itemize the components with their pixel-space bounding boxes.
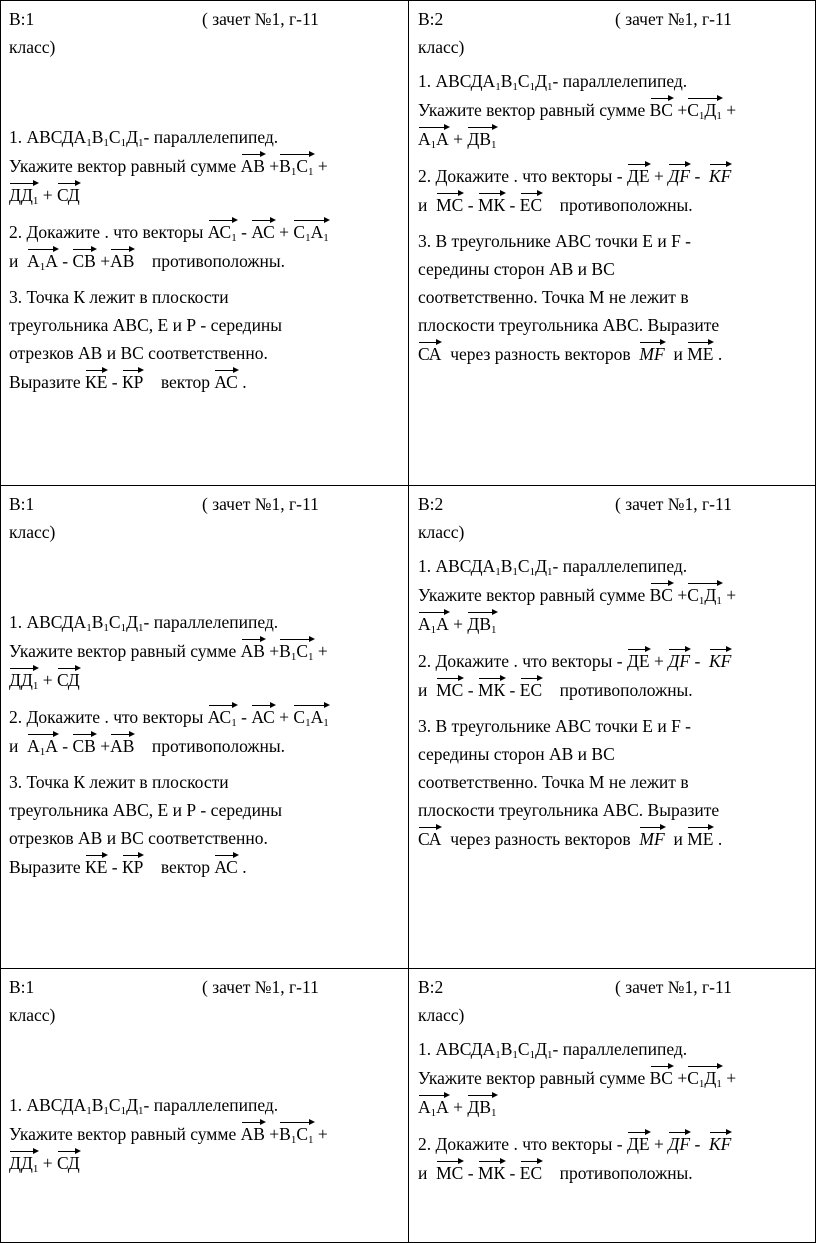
card-variant-1 <box>9 5 403 483</box>
vector-mf: МF <box>639 339 664 365</box>
question-2: 2. Докажите . что векторы - ДЕ + ДF - КF и МС - МК - ЕС противоположны. <box>418 1129 812 1187</box>
variant-label: В:1 <box>9 977 35 997</box>
vector-df: ДF <box>668 646 690 672</box>
card-variant-2 <box>418 490 812 966</box>
vector-ab: АВ <box>110 246 134 272</box>
question-3: 3. Точка К лежит в плоскости треугольника АВС, Е и Р - середины отрезков АВ и ВС соответственно. Выразите КЕ - КР вектор АС . <box>9 772 283 877</box>
card-variant-1 <box>9 490 403 966</box>
vector-mf: МF <box>639 824 664 850</box>
vector-mk: МК <box>478 190 505 216</box>
vector-sv: СВ <box>72 246 95 272</box>
question-1: 1. $АВСДА_1В_1С_1Д_1-$ параллелепипед. Укажите вектор равный сумме ВС $+С_1Д_1$ + $А_1А + ДВ_1$ <box>418 556 737 636</box>
grid-line <box>408 0 409 1243</box>
vector-ab: АВ <box>241 636 265 662</box>
vector-b1c1: $В_1С_1$ <box>279 636 313 662</box>
vector-b1c1: $В_1С_1$ <box>279 151 313 177</box>
vector-ab: АВ <box>241 151 265 177</box>
vector-ms: МС <box>436 675 463 701</box>
vector-c1d1: $С_1Д_1$ <box>687 1063 722 1089</box>
question-2: 2. Докажите . что векторы $АС_1$ - АС + $С_1А_1$ и $А_1А$ - СВ +АВ противоположны. <box>9 217 403 275</box>
test-label: ( зачет №1, г-11 <box>202 9 319 29</box>
variant-label: В:1 <box>9 9 35 29</box>
grade-label: класс) <box>9 37 56 57</box>
vector-dd1: $ДД_1$ <box>9 1148 38 1174</box>
test-label: ( зачет №1, г-11 <box>615 977 732 997</box>
test-label: ( зачет №1, г-11 <box>202 494 319 514</box>
vector-dv1: $ДВ_1$ <box>467 124 496 150</box>
vector-c1a1: $С_1А_1$ <box>293 217 328 243</box>
vector-vs: ВС <box>650 580 673 606</box>
vector-dv1: $ДВ_1$ <box>467 1092 496 1118</box>
card-header <box>418 5 812 61</box>
vector-ab: АВ <box>110 731 134 757</box>
grid-line <box>0 0 1 1243</box>
card-header <box>9 490 403 546</box>
vector-c1a1: $С_1А_1$ <box>293 702 328 728</box>
vector-kr: КР <box>122 852 143 878</box>
card-variant-1 <box>9 973 403 1241</box>
vector-de: ДЕ <box>627 1129 650 1155</box>
test-label: ( зачет №1, г-11 <box>615 9 732 29</box>
question-1: 1. $АВСДА_1В_1С_1Д_1-$ параллелепипед. Укажите вектор равный сумме АВ $+В_1С_1$ + $ДД_1$ + СД <box>9 127 328 207</box>
vector-es: ЕС <box>520 190 542 216</box>
vector-ac: АС <box>251 217 274 243</box>
vector-ms: МС <box>436 1158 463 1184</box>
vector-df: ДF <box>668 161 690 187</box>
question-3: 3. В треугольнике АВС точки Е и F - середины сторон АВ и ВС соответственно. Точка М не лежит в плоскости треугольника АВС. Выразите СА через разность векторов МF и МЕ . <box>418 716 723 849</box>
vector-ms: МС <box>436 190 463 216</box>
question-1: 1. $АВСДА_1В_1С_1Д_1-$ параллелепипед. Укажите вектор равный сумме ВС $+С_1Д_1$ + $А_1А + ДВ_1$ <box>418 1039 737 1119</box>
test-label: ( зачет №1, г-11 <box>202 977 319 997</box>
variant-label: В:2 <box>418 977 444 997</box>
vector-a1a: $А_1А$ <box>418 1092 449 1118</box>
vector-c1d1: $С_1Д_1$ <box>687 580 722 606</box>
vector-ac: АС <box>251 702 274 728</box>
vector-ac1: $АС_1$ <box>208 702 237 728</box>
vector-kf: КF <box>709 1129 731 1155</box>
variant-label: В:1 <box>9 494 35 514</box>
vector-dv1: $ДВ_1$ <box>467 609 496 635</box>
vector-vs: ВС <box>650 95 673 121</box>
question-3: 3. Точка К лежит в плоскости треугольника АВС, Е и Р - середины отрезков АВ и ВС соответственно. Выразите КЕ - КР вектор АС . <box>9 287 283 392</box>
card-variant-2 <box>418 5 812 483</box>
vector-mk: МК <box>478 675 505 701</box>
vector-me: МЕ <box>687 824 713 850</box>
vector-sv: СВ <box>72 731 95 757</box>
vector-kr: КР <box>122 367 143 393</box>
vector-es: ЕС <box>520 1158 542 1184</box>
vector-ac: АС <box>214 367 237 393</box>
vector-df: ДF <box>668 1129 690 1155</box>
card-header <box>9 5 403 61</box>
vector-a1a: $А_1А$ <box>418 609 449 635</box>
grade-label: класс) <box>418 37 465 57</box>
question-2: 2. Докажите . что векторы $АС_1$ - АС + $С_1А_1$ и $А_1А$ - СВ +АВ противоположны. <box>9 702 403 760</box>
question-1: 1. $АВСДА_1В_1С_1Д_1-$ параллелепипед. Укажите вектор равный сумме АВ $+В_1С_1$ + $ДД_1$ + СД <box>9 1095 328 1175</box>
vector-mk: МК <box>478 1158 505 1184</box>
vector-ab: АВ <box>241 1119 265 1145</box>
grade-label: класс) <box>9 522 56 542</box>
grade-label: класс) <box>418 1005 465 1025</box>
vector-a1a: $А_1А$ <box>418 124 449 150</box>
variant-label: В:2 <box>418 494 444 514</box>
vector-ac: АС <box>214 852 237 878</box>
vector-ke: КЕ <box>85 852 107 878</box>
vector-a1a: $А_1А$ <box>27 246 58 272</box>
vector-vs: ВС <box>650 1063 673 1089</box>
vector-a1a: $А_1А$ <box>27 731 58 757</box>
vector-de: ДЕ <box>627 646 650 672</box>
question-2: 2. Докажите . что векторы - ДЕ + ДF - КF и МС - МК - ЕС противоположны. <box>418 161 812 219</box>
vector-sd: СД <box>57 1148 80 1174</box>
vector-sd: СД <box>57 665 80 691</box>
card-header <box>418 490 812 546</box>
vector-c1d1: $С_1Д_1$ <box>687 95 722 121</box>
question-2: 2. Докажите . что векторы - ДЕ + ДF - КF и МС - МК - ЕС противоположны. <box>418 646 812 704</box>
vector-ac1: $АС_1$ <box>208 217 237 243</box>
card-header <box>9 973 403 1029</box>
vector-kf: КF <box>709 161 731 187</box>
vector-de: ДЕ <box>627 161 650 187</box>
vector-sa: СА <box>418 824 441 850</box>
grade-label: класс) <box>418 522 465 542</box>
vector-dd1: $ДД_1$ <box>9 665 38 691</box>
grade-label: класс) <box>9 1005 56 1025</box>
variant-label: В:2 <box>418 9 444 29</box>
vector-sd: СД <box>57 180 80 206</box>
vector-dd1: $ДД_1$ <box>9 180 38 206</box>
question-3: 3. В треугольнике АВС точки Е и F - середины сторон АВ и ВС соответственно. Точка М не лежит в плоскости треугольника АВС. Выразите СА через разность векторов МF и МЕ . <box>418 231 723 364</box>
card-header <box>418 973 812 1029</box>
question-1: 1. $АВСДА_1В_1С_1Д_1-$ параллелепипед. Укажите вектор равный сумме АВ $+В_1С_1$ + $ДД_1$ + СД <box>9 612 328 692</box>
test-label: ( зачет №1, г-11 <box>615 494 732 514</box>
vector-b1c1: $В_1С_1$ <box>279 1119 313 1145</box>
card-variant-2 <box>418 973 812 1241</box>
question-1: 1. $АВСДА_1В_1С_1Д_1-$ параллелепипед. Укажите вектор равный сумме ВС $+С_1Д_1$ + $А_1А + ДВ_1$ <box>418 71 737 151</box>
vector-es: ЕС <box>520 675 542 701</box>
vector-me: МЕ <box>687 339 713 365</box>
vector-sa: СА <box>418 339 441 365</box>
vector-kf: КF <box>709 646 731 672</box>
vector-ke: КЕ <box>85 367 107 393</box>
